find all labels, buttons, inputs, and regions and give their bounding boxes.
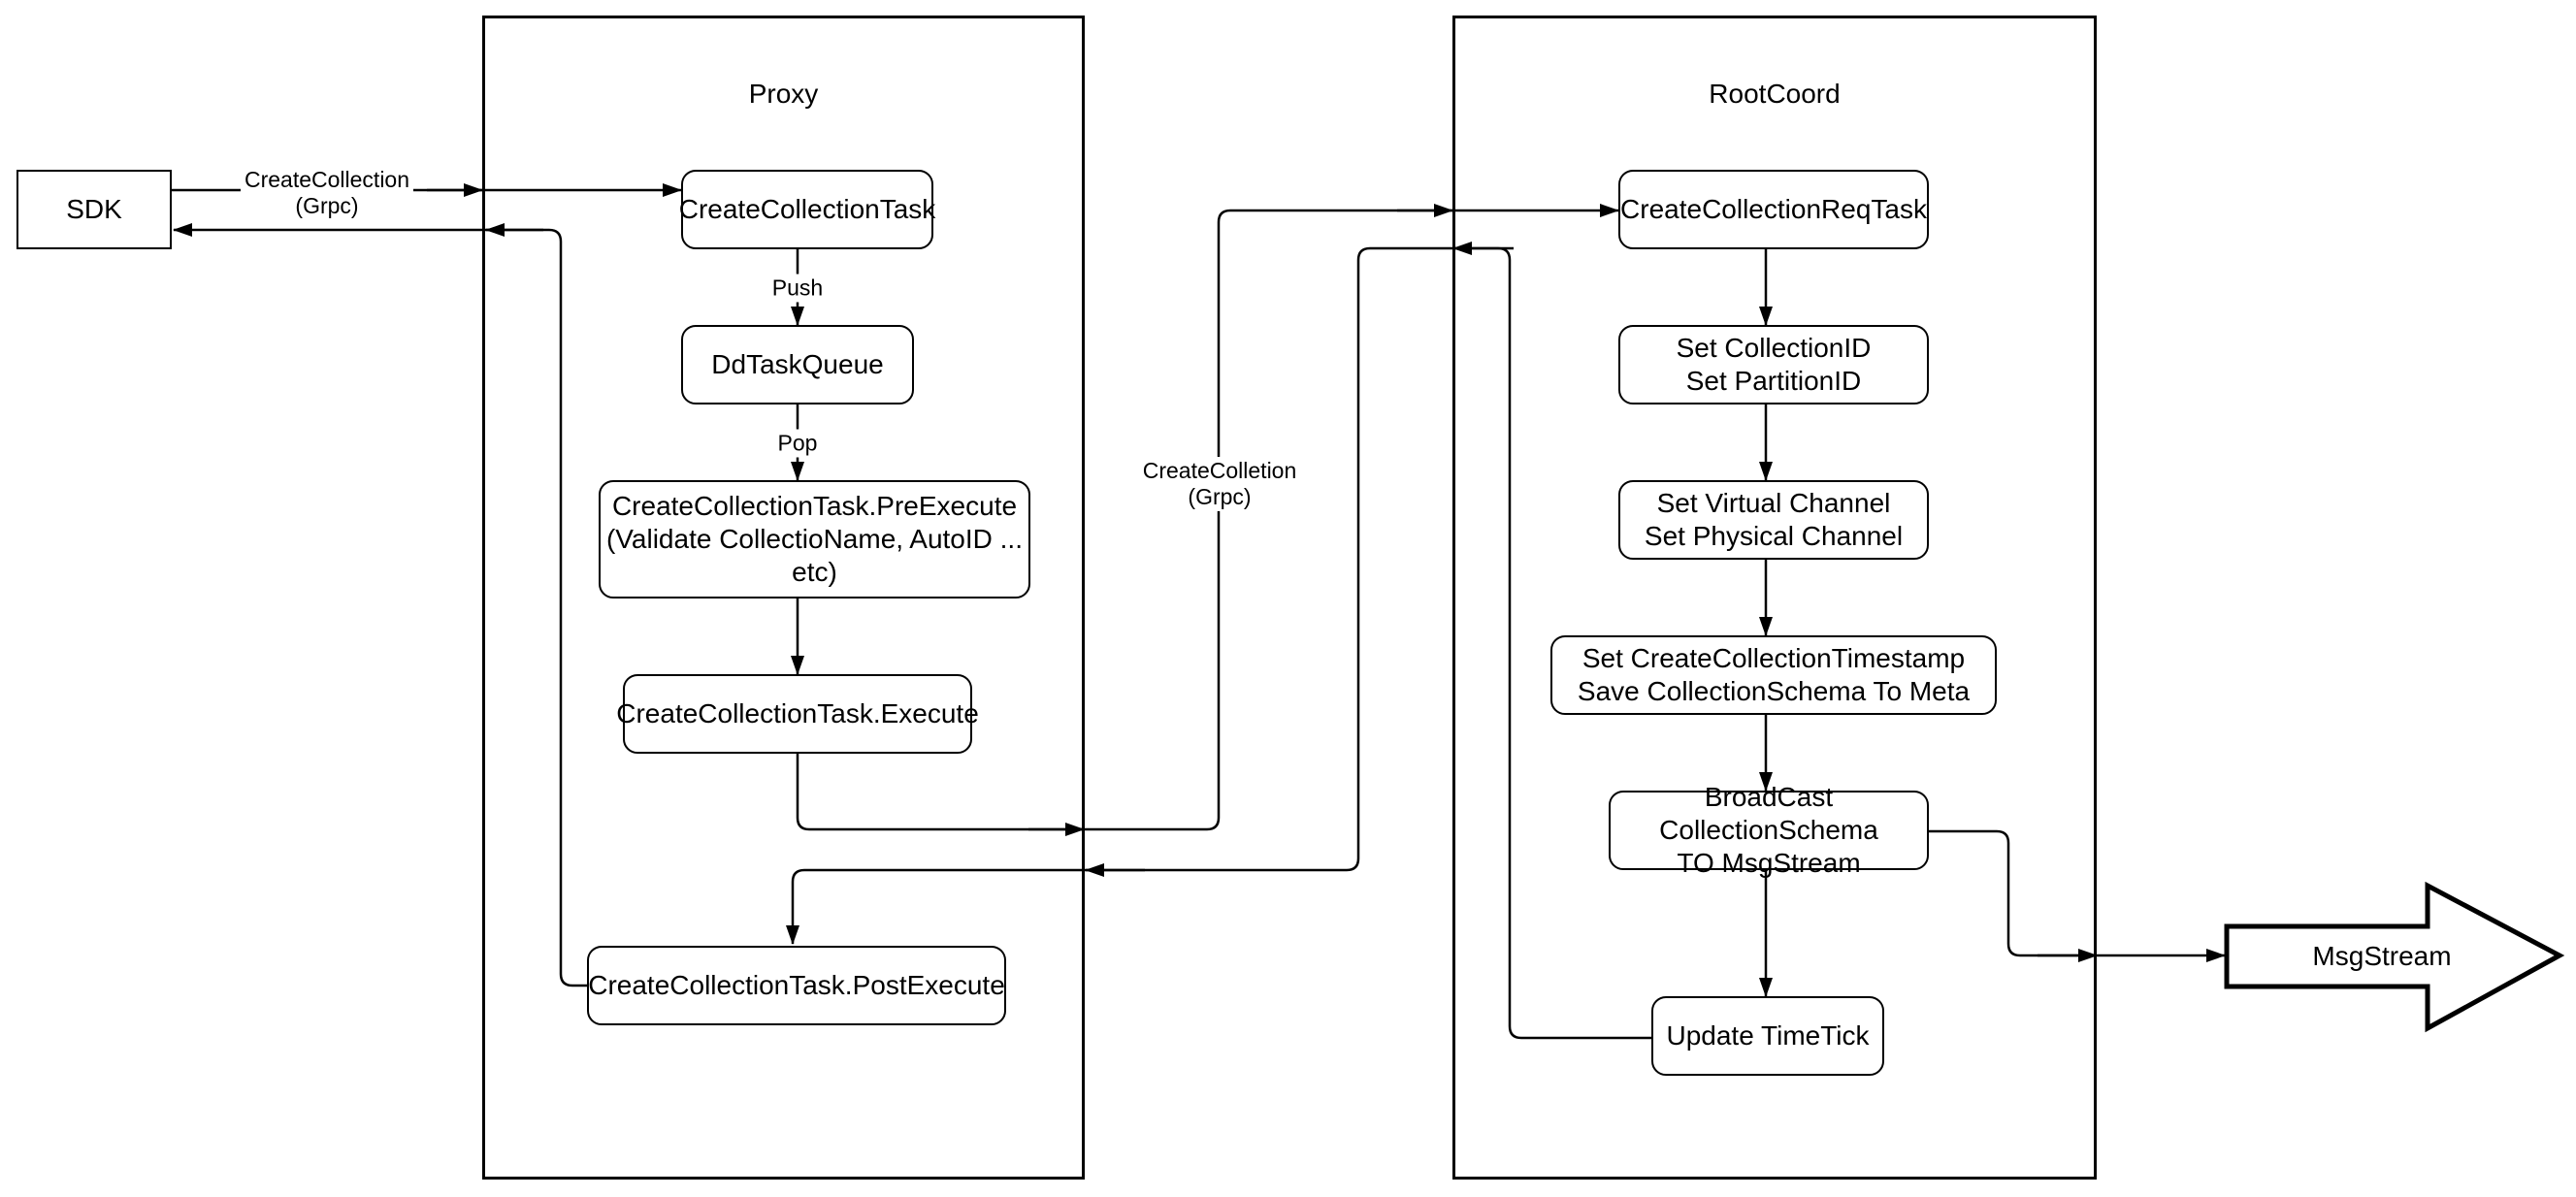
node-execute-label: CreateCollectionTask.Execute: [616, 698, 979, 728]
node-broadcast: [1609, 782, 1929, 878]
node-set-channels: [1618, 480, 1929, 560]
node-update-timetick: [1651, 996, 1884, 1076]
edge-label-createcollection-grpc-line2: (Grpc): [295, 193, 359, 218]
node-set-ids-line1: Set CollectionID: [1676, 333, 1872, 363]
node-createcollectionreqtask: [1618, 170, 1929, 249]
node-preexecute-line2: (Validate CollectioName, AutoID ... etc): [605, 524, 1023, 587]
edge-label-createcolletion-grpc: [1139, 457, 1301, 511]
node-set-ids: [1618, 325, 1929, 404]
node-execute: [616, 674, 979, 754]
proxy-title: Proxy: [748, 79, 819, 109]
rootcoord-title: RootCoord: [1709, 79, 1841, 109]
node-set-ids-line2: Set PartitionID: [1685, 366, 1862, 396]
node-ddtaskqueue: [681, 325, 914, 404]
node-preexecute-line1: CreateCollectionTask.PreExecute: [611, 491, 1018, 521]
edge-label-createcollection-grpc: [241, 166, 413, 220]
edge-label-push: Push: [768, 275, 827, 303]
edge-label-createcolletion-grpc-line1: CreateColletion: [1142, 458, 1297, 483]
node-set-channels-line2: Set Physical Channel: [1644, 521, 1904, 551]
node-sdk-label: SDK: [66, 194, 122, 224]
node-createcollectionreqtask-label: CreateCollectionReqTask: [1620, 194, 1927, 224]
node-createcollectiontask: [678, 170, 936, 249]
node-preexecute: [599, 480, 1030, 598]
node-update-timetick-label: Update TimeTick: [1666, 1020, 1870, 1051]
node-set-channels-line1: Set Virtual Channel: [1656, 488, 1891, 518]
node-sdk: [16, 170, 172, 249]
node-set-timestamp: [1550, 635, 1997, 715]
edge-label-pop: Pop: [774, 430, 822, 458]
node-set-timestamp-line1: Set CreateCollectionTimestamp: [1581, 643, 1966, 673]
node-set-timestamp-line2: Save CollectionSchema To Meta: [1577, 676, 1971, 706]
node-postexecute: [587, 946, 1006, 1025]
node-ddtaskqueue-label: DdTaskQueue: [711, 349, 884, 379]
node-broadcast-line2: TO MsgStream: [1677, 848, 1861, 878]
node-broadcast-line1: BroadCast CollectionSchema: [1659, 782, 1878, 845]
node-createcollectiontask-label: CreateCollectionTask: [678, 194, 936, 224]
node-postexecute-label: CreateCollectionTask.PostExecute: [588, 970, 1005, 1000]
msgstream-label: MsgStream: [2312, 941, 2452, 971]
edge-label-createcolletion-grpc-line2: (Grpc): [1188, 484, 1252, 509]
edge-label-createcollection-grpc-line1: CreateCollection: [244, 167, 410, 192]
